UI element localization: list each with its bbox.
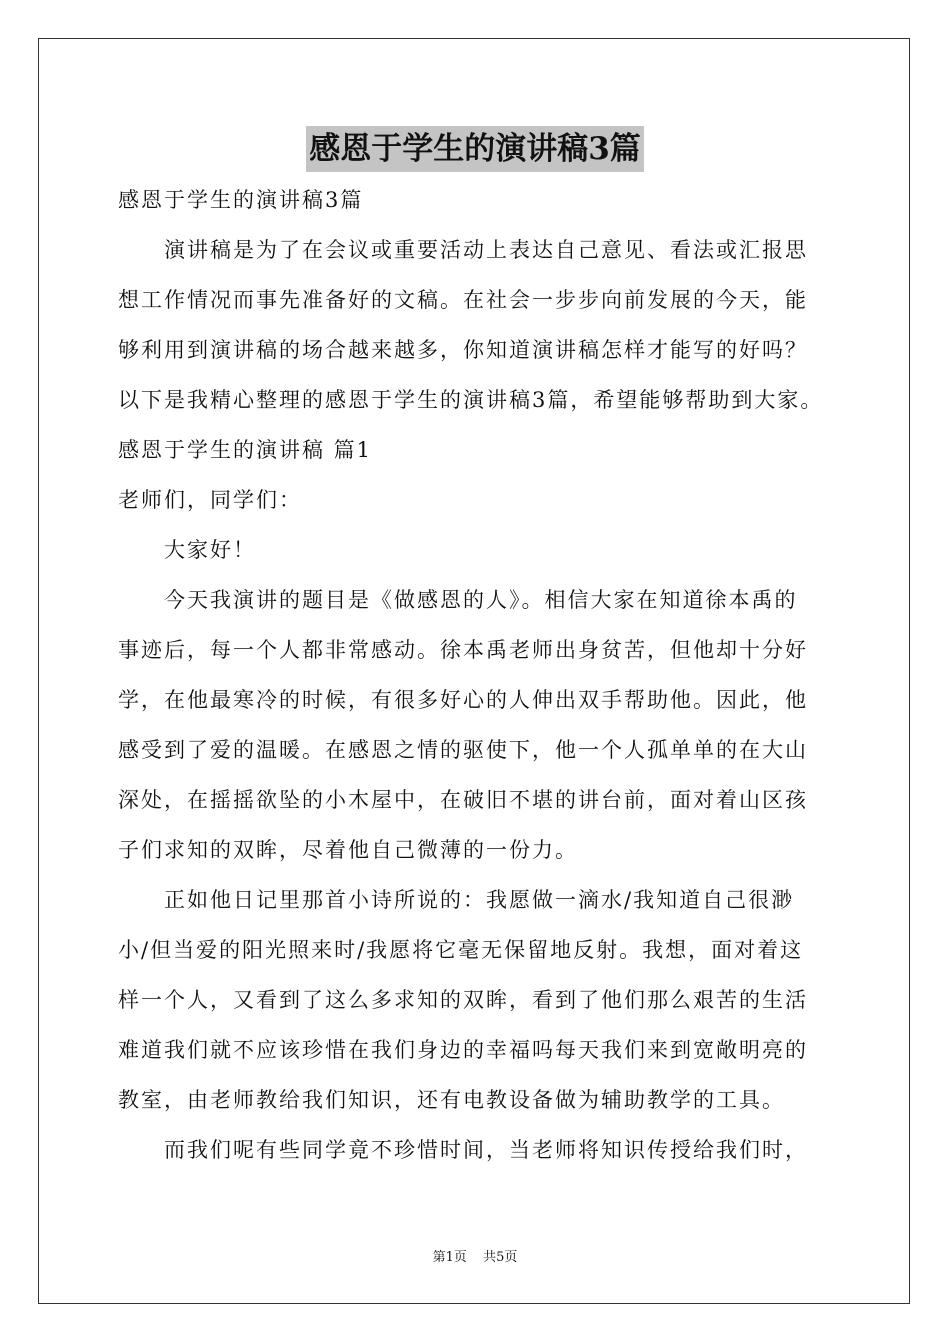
text-line: 大家好！ xyxy=(164,538,256,562)
text-line: 样一个人，又看到了这么多求知的双眸，看到了他们那么艰苦的生活 xyxy=(118,988,808,1012)
text-line: 难道我们就不应该珍惜在我们身边的幸福吗每天我们来到宽敞明亮的 xyxy=(118,1038,808,1062)
page-footer xyxy=(0,1246,950,1265)
page-total: 共5页 xyxy=(483,1250,518,1265)
text-line: 子们求知的双眸，尽着他自己微薄的一份力。 xyxy=(118,838,578,862)
text-line: 深处，在摇摇欲坠的小木屋中，在破旧不堪的讲台前，面对着山区孩 xyxy=(118,788,808,812)
text-line: 教室，由老师教给我们知识，还有电教设备做为辅助教学的工具。 xyxy=(118,1088,785,1112)
document-title: 感恩于学生的演讲稿3篇 xyxy=(306,126,644,172)
text-line: 够利用到演讲稿的场合越来越多，你知道演讲稿怎样才能写的好吗？ xyxy=(118,338,808,362)
text-line: 学，在他最寒冷的时候，有很多好心的人伸出双手帮助他。因此，他 xyxy=(118,688,808,712)
text-line: 事迹后，每一个人都非常感动。徐本禹老师出身贫苦，但他却十分好 xyxy=(118,638,808,662)
page-number: 第1页 xyxy=(432,1250,467,1265)
text-line: 想工作情况而事先准备好的文稿。在社会一步步向前发展的今天，能 xyxy=(118,288,808,312)
text-line: 今天我演讲的题目是《做感恩的人》。相信大家在知道徐本禹的 xyxy=(164,588,798,612)
text-line: 演讲稿是为了在会议或重要活动上表达自己意见、看法或汇报思 xyxy=(164,238,808,262)
text-line: 感受到了爱的温暖。在感恩之情的驱使下，他一个人孤单单的在大山 xyxy=(118,738,808,762)
text-line: 正如他日记里那首小诗所说的：我愿做一滴水/我知道自己很渺 xyxy=(164,888,795,912)
document-body xyxy=(118,180,838,1180)
text-line: 以下是我精心整理的感恩于学生的演讲稿3篇，希望能够帮助到大家。 xyxy=(118,388,824,412)
text-line: 感恩于学生的演讲稿 篇1 xyxy=(118,438,373,462)
text-line: 而我们呢有些同学竟不珍惜时间，当老师将知识传授给我们时， xyxy=(164,1138,808,1162)
title-container xyxy=(0,126,950,172)
text-line: 老师们，同学们： xyxy=(118,488,302,512)
text-line: 小/但当爱的阳光照来时/我愿将它毫无保留地反射。我想，面对着这 xyxy=(118,938,804,962)
text-line: 感恩于学生的演讲稿3篇 xyxy=(118,188,364,212)
